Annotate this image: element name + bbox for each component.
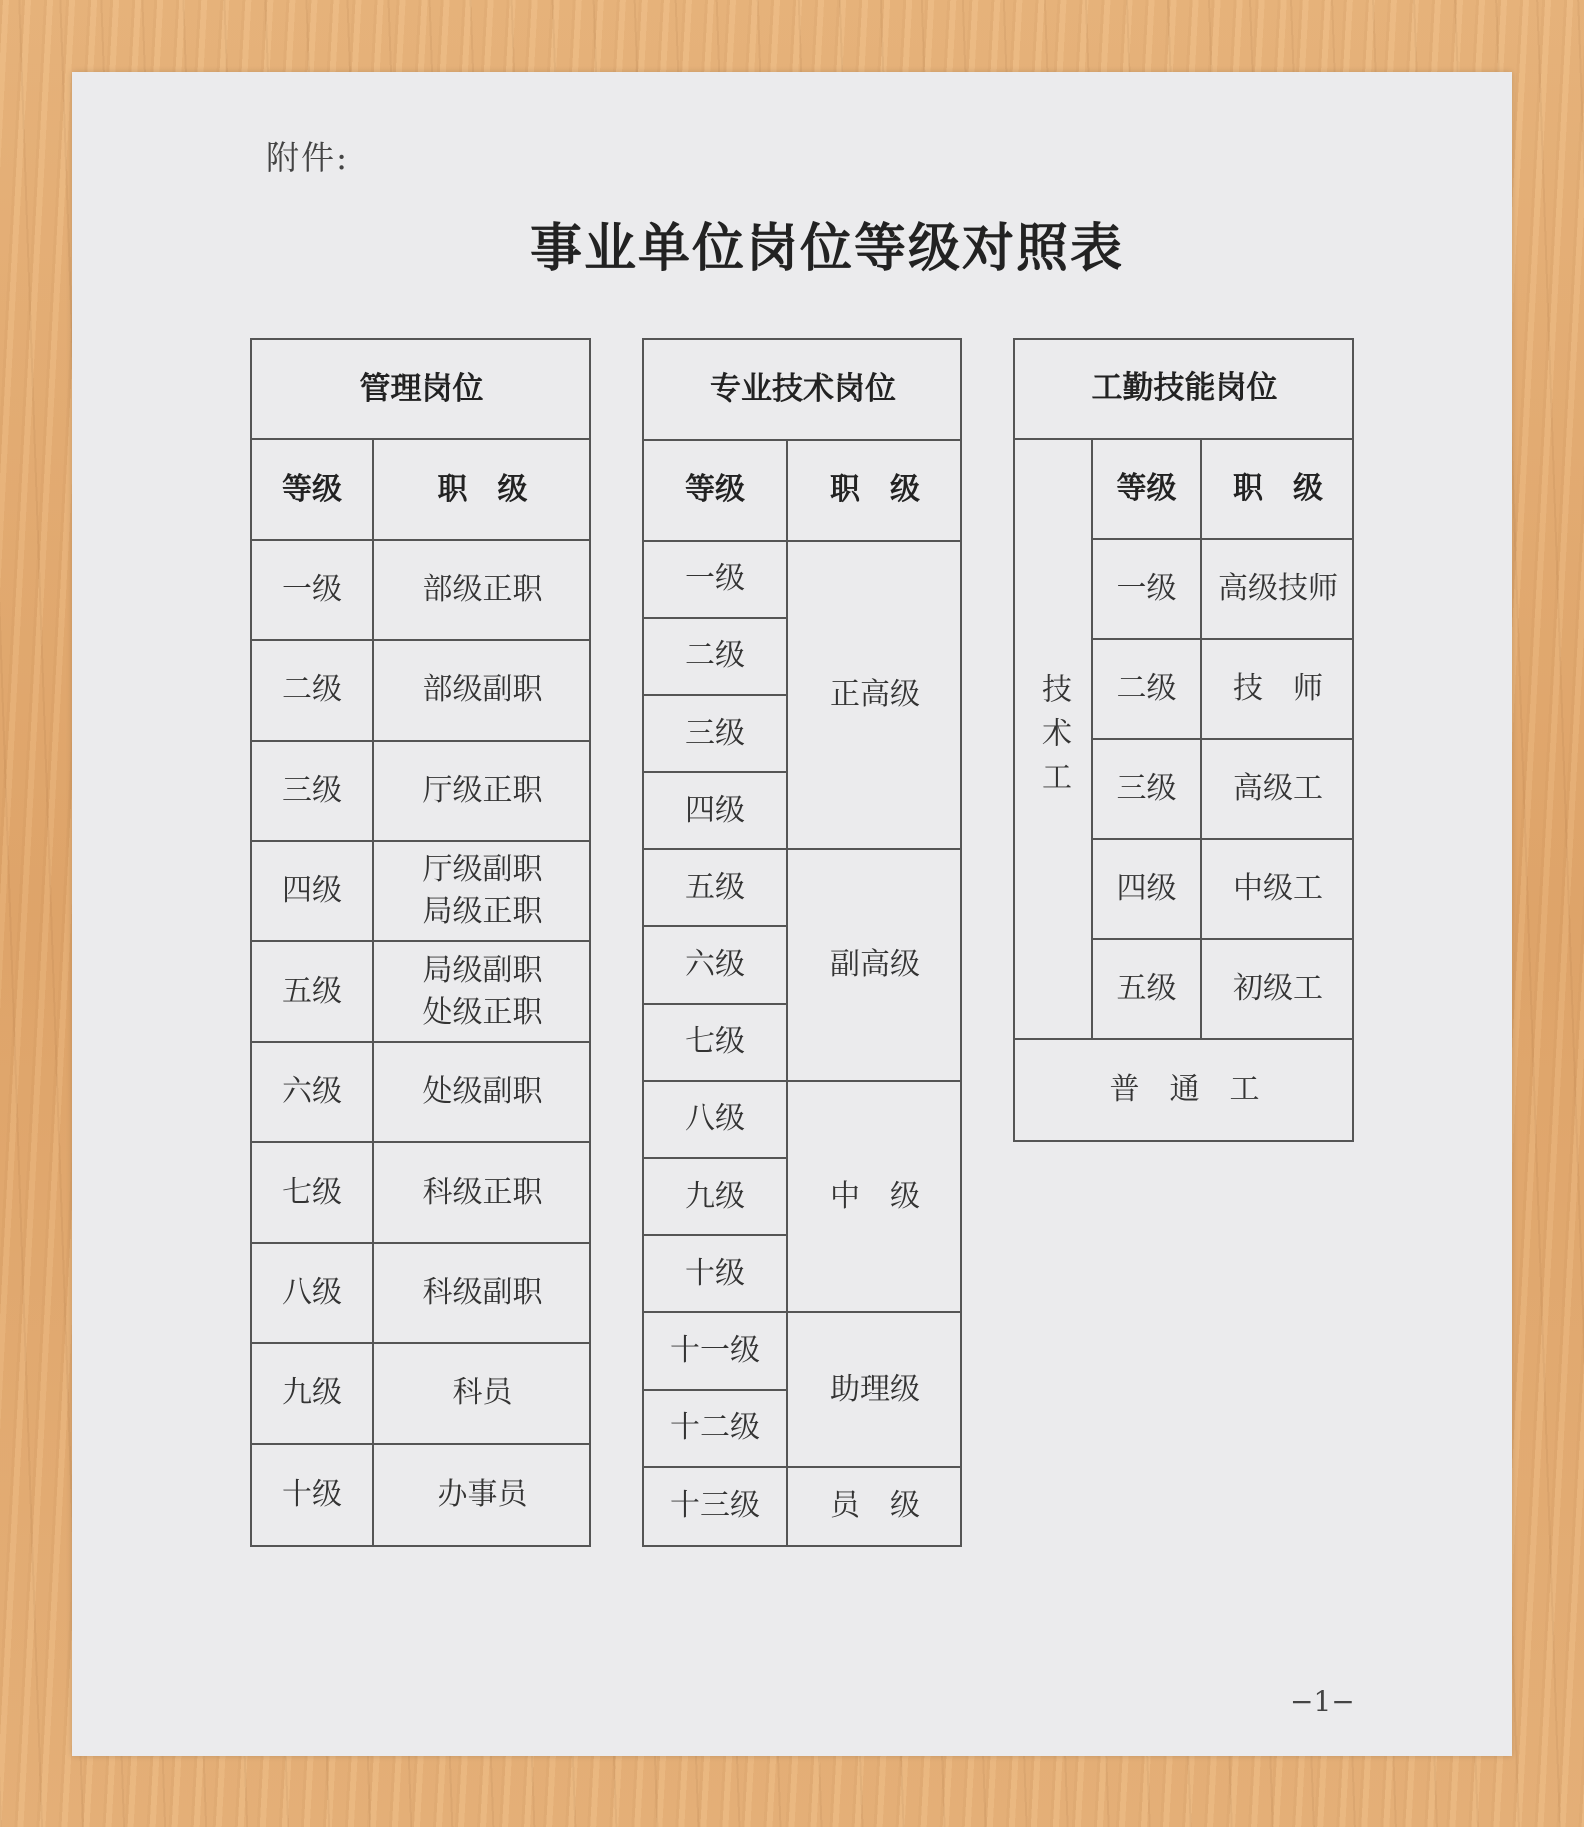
professional-rank: 正高级 [788,542,962,851]
worker-header: 工勤技能岗位 [1015,340,1354,440]
professional-table [642,338,962,1547]
worker-grade: 五级 [1093,940,1202,1040]
worker-col-grade: 等级 [1093,440,1202,540]
attachment-label: 附件: [266,138,350,177]
professional-grade: 四级 [644,773,788,850]
professional-grade: 五级 [644,850,788,927]
professional-grade: 九级 [644,1159,788,1236]
professional-grade: 十级 [644,1236,788,1313]
management-rank: 办事员 [437,1476,528,1512]
worker-table [1013,338,1354,1142]
management-rank: 科员 [374,1344,591,1444]
management-header: 管理岗位 [252,340,591,440]
professional-grade: 三级 [644,696,788,773]
worker-rank: 高级工 [1202,740,1354,840]
professional-rank: 员 级 [830,1488,920,1524]
management-rank: 科级正职 [374,1143,591,1243]
management-rank: 厅级副职 局级正职 [374,842,591,942]
worker-rank: 技 师 [1202,640,1354,740]
professional-grade: 十一级 [644,1313,788,1390]
worker-grade: 三级 [1093,740,1202,840]
management-rank: 厅级正职 [374,742,591,842]
management-rank: 科级副职 [374,1244,591,1344]
worker-grade: 四级 [1093,840,1202,940]
professional-grade: 八级 [644,1082,788,1159]
professional-grade: 十二级 [644,1391,788,1468]
management-col-rank: 职 级 [374,440,591,540]
professional-col-rank: 职 级 [788,441,962,542]
management-grade: 七级 [252,1143,374,1243]
document-page [72,72,1512,1756]
management-grade: 二级 [252,641,374,741]
professional-grade: 七级 [644,1005,788,1082]
professional-grade: 十三级 [644,1468,788,1545]
worker-grade: 一级 [1093,540,1202,640]
management-table [250,338,591,1547]
management-grade: 十级 [252,1445,374,1545]
professional-header: 专业技术岗位 [644,340,962,441]
professional-rank: 助理级 [788,1313,962,1467]
management-grade: 九级 [252,1344,374,1444]
professional-col-grade: 等级 [644,441,788,542]
worker-group-label: 技术工 [1015,440,1093,1040]
worker-rank: 初级工 [1202,940,1354,1040]
management-rank: 局级副职 处级正职 [374,942,591,1042]
professional-grade: 六级 [644,927,788,1004]
worker-rank: 高级技师 [1202,540,1354,640]
management-grade: 五级 [252,942,374,1042]
management-rank: 部级副职 [374,641,591,741]
management-grade: 三级 [252,742,374,842]
worker-col-rank: 职 级 [1202,440,1354,540]
professional-rank: 副高级 [788,850,962,1082]
management-grade: 六级 [252,1043,374,1143]
professional-rank: 中 级 [788,1082,962,1314]
management-col-grade: 等级 [252,440,374,540]
page-title: 事业单位岗位等级对照表 [529,218,1124,279]
management-grade: 一级 [252,541,374,641]
professional-grade: 二级 [644,619,788,696]
management-rank: 部级正职 [374,541,591,641]
worker-rank: 中级工 [1202,840,1354,940]
management-grade: 八级 [252,1244,374,1344]
professional-grade: 一级 [644,542,788,619]
management-rank: 处级副职 [374,1043,591,1143]
general-worker: 普 通 工 [1109,1072,1260,1107]
management-grade: 四级 [252,842,374,942]
page-number: −1− [1290,1685,1355,1718]
worker-grade: 二级 [1093,640,1202,740]
